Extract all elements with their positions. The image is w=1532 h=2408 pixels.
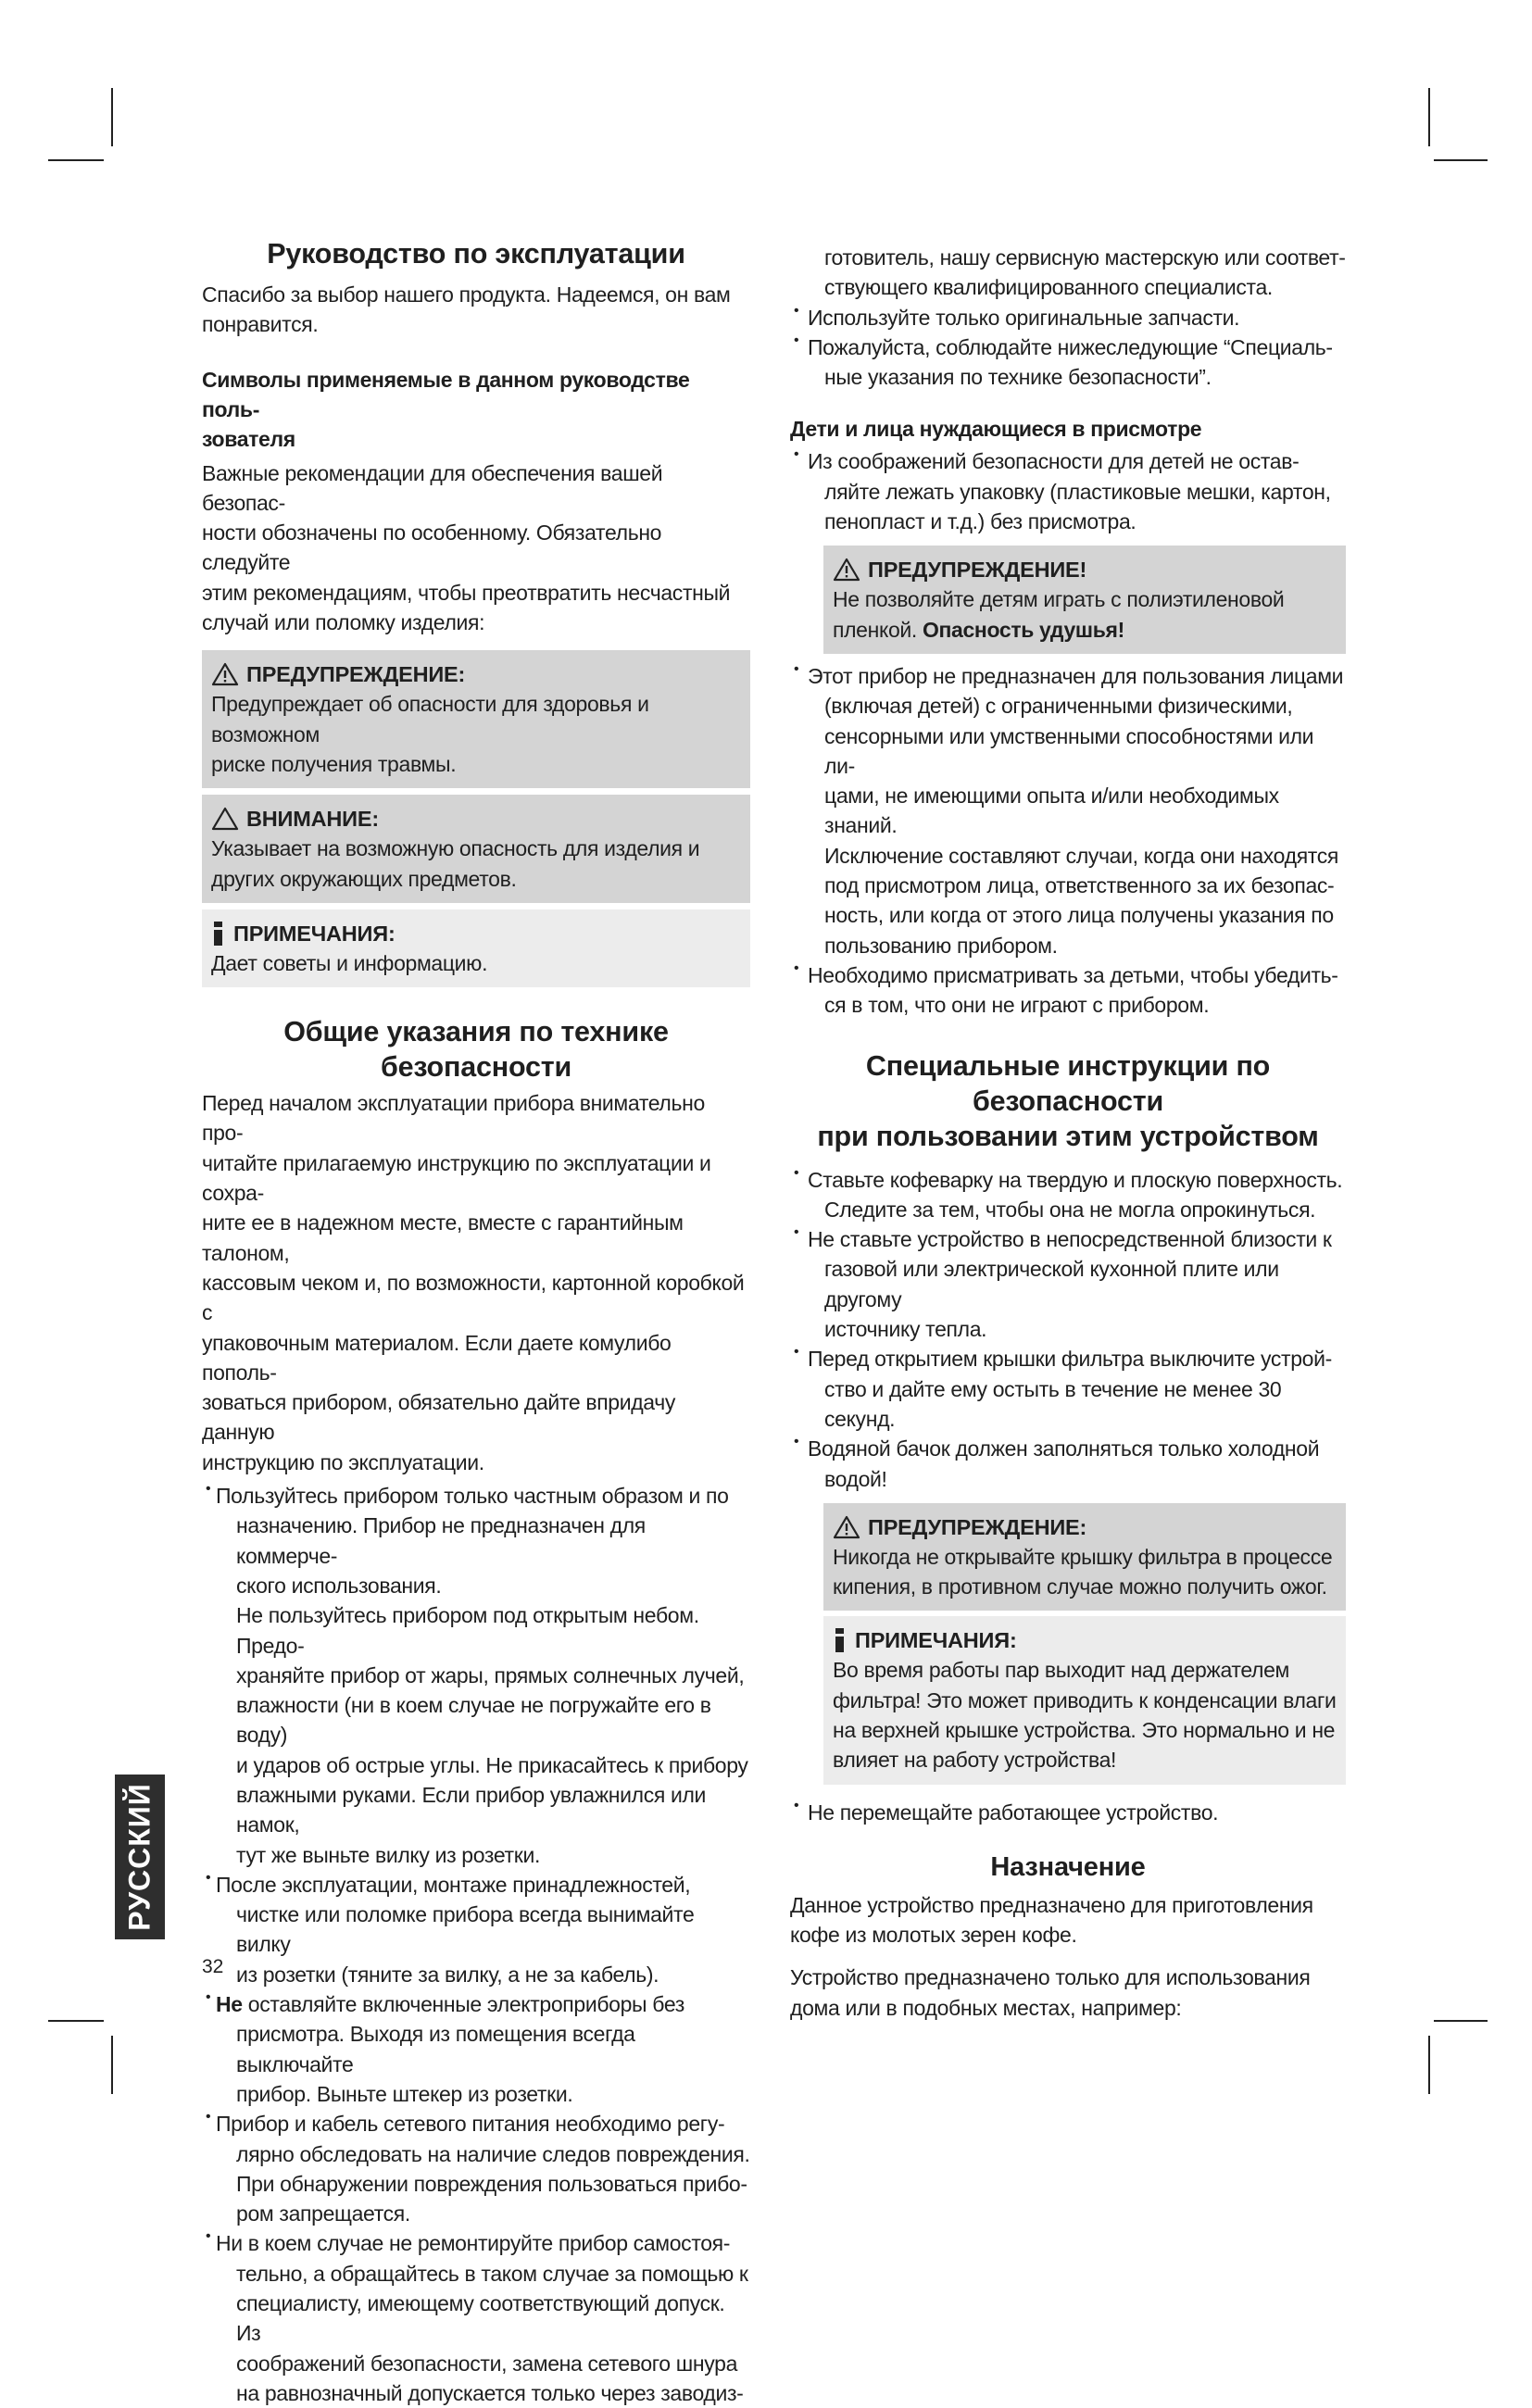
list-line	[216, 1989, 750, 2019]
list-item	[202, 1989, 750, 2109]
continued-line: ствующего квалифицированного специалиста.	[824, 275, 1273, 300]
warning-box	[202, 650, 750, 788]
right-column	[790, 243, 1346, 2023]
children-warning-line: Не позволяйте детям играть с полиэтиленовой	[833, 587, 1285, 612]
list-line: чистке или поломке прибора всегда вынимайте вилку	[236, 1902, 695, 1957]
list-line: газовой или электрической кухонной плите или другому	[824, 1257, 1279, 1311]
list-line: сенсорными или умственными способностями или ли-	[824, 723, 1314, 778]
list-line: Пользуйтесь прибором только частным образом и по	[216, 1484, 729, 1509]
children-warning-line	[833, 615, 1337, 645]
bullet-dot: •	[794, 302, 799, 319]
purpose-title: Назначение	[990, 1851, 1146, 1882]
special-note-title: ПРИМЕЧАНИЯ:	[855, 1628, 1017, 1653]
list-item	[790, 661, 1346, 960]
info-icon	[211, 921, 226, 947]
list-item	[790, 1165, 1346, 1225]
list-line: При обнаружении повреждения пользоваться прибо-	[236, 2171, 747, 2196]
list-line: ство и дайте ему остыть в течение не менее 30 секунд.	[824, 1376, 1282, 1431]
general-text: инструкцию по эксплуатации.	[202, 1449, 484, 1474]
list-line: присмотра. Выходя из помещения всегда выключайте	[236, 2022, 635, 2076]
purpose-text: кофе из молотых зерен кофе.	[790, 1923, 1077, 1948]
general-text: зоваться прибором, обязательно дайте впридачу данную	[202, 1390, 676, 1445]
crop-mark	[111, 88, 113, 146]
manual-title: Руководство по эксплуатации	[267, 238, 685, 270]
list-line: ные указания по технике безопасности”.	[824, 365, 1212, 390]
crop-mark	[111, 2036, 113, 2094]
crop-mark	[1434, 2020, 1488, 2022]
list-line: влажности (ни в коем случае не погружайте его в воду)	[236, 1693, 711, 1748]
note-box-title: ПРИМЕЧАНИЯ:	[233, 921, 396, 946]
bullet-dot: •	[794, 1797, 799, 1813]
special-note-line: влияет на работу устройства!	[833, 1748, 1117, 1773]
info-icon	[833, 1627, 848, 1653]
list-item	[790, 332, 1346, 393]
list-item	[790, 1344, 1346, 1434]
general-text: ните ее в надежном месте, вместе с гарантийным талоном,	[202, 1210, 684, 1265]
bold-ne: Не	[216, 1992, 243, 2017]
purpose-text: Устройство предназначено только для использования	[790, 1965, 1311, 1990]
list-item	[790, 446, 1346, 536]
bullet-dot: •	[794, 332, 799, 348]
left-column	[202, 236, 750, 2408]
bullet-dot: •	[794, 446, 799, 463]
list-line: Перед открытием крышки фильтра выключите устрой-	[808, 1347, 1332, 1372]
purpose-text: Данное устройство предназначено для приготовления	[790, 1892, 1313, 1917]
list-line: пенопласт и т.д.) без присмотра.	[824, 509, 1136, 534]
list-line: Исключение составляют случаи, когда они находятся	[824, 843, 1338, 868]
list-line: Не пользуйтесь прибором под открытым небом. Предо-	[236, 1603, 699, 1658]
caution-triangle-icon	[211, 807, 239, 831]
list-line: из розетки (тяните за вилку, а не за кабель).	[236, 1962, 659, 1987]
bullet-dot: •	[794, 1344, 799, 1361]
bullet-dot: •	[206, 1481, 211, 1498]
warning-triangle-icon	[833, 1515, 860, 1539]
general-text: Перед началом эксплуатации прибора внимательно про-	[202, 1091, 705, 1146]
special-warning-box	[823, 1503, 1346, 1612]
list-line: храняйте прибор от жары, прямых солнечных лучей,	[236, 1662, 745, 1687]
list-line: Ни в коем случае не ремонтируйте прибор самостоя-	[216, 2231, 731, 2256]
list-item	[790, 960, 1346, 1021]
list-item	[790, 1224, 1346, 1344]
list-line: Пожалуйста, соблюдайте нижеследующие “Специаль-	[808, 334, 1333, 359]
list-line: тельно, а обращайтесь в таком случае за помощью к	[236, 2261, 748, 2286]
caution-box-line: Указывает на возможную опасность для изделия и	[211, 836, 700, 861]
bullet-dot: •	[206, 2228, 211, 2245]
warning-box-line: Предупреждает об опасности для здоровья и возможном	[211, 692, 649, 746]
special-note-line: Во время работы пар выходит над держателем	[833, 1658, 1289, 1683]
continued-line: готовитель, нашу сервисную мастерскую или соответ-	[824, 245, 1346, 270]
list-line: прибор. Выньте штекер из розетки.	[236, 2081, 573, 2106]
general-text: кассовым чеком и, по возможности, картонной коробкой с	[202, 1270, 745, 1325]
list-line: Используйте только оригинальные запчасти.	[808, 305, 1240, 330]
intro-line: Спасибо за выбор нашего продукта. Надеемся, он вам	[202, 282, 731, 307]
crop-mark	[48, 159, 104, 161]
crop-mark	[1428, 88, 1430, 146]
crop-mark	[1428, 2036, 1430, 2094]
purpose-text: дома или в подобных местах, например:	[790, 1995, 1182, 2020]
list-line: ляйте лежать упаковку (пластиковые мешки, картон,	[824, 479, 1331, 504]
symbols-text: Важные рекомендации для обеспечения вашей безопас-	[202, 460, 663, 515]
list-line: водой!	[824, 1466, 887, 1491]
list-item	[202, 1870, 750, 1989]
bullet-dot: •	[794, 959, 799, 976]
list-line: цами, не имеющими опыта и/или необходимых знаний.	[824, 784, 1279, 838]
special-note-box	[823, 1616, 1346, 1784]
list-line: (включая детей) с ограниченными физическими,	[824, 694, 1293, 719]
list-line: влажными руками. Если прибор увлажнился или намок,	[236, 1782, 707, 1837]
list-line: тут же выньте вилку из розетки.	[236, 1842, 540, 1867]
list-line: под присмотром лица, ответственного за их безопас-	[824, 873, 1335, 898]
list-line: ского использования.	[236, 1573, 442, 1598]
list-line: Ставьте кофеварку на твердую и плоскую поверхность.	[808, 1167, 1343, 1192]
symbols-heading: зователя	[202, 426, 295, 451]
list-line: на равнозначный допускается только через заводиз-	[236, 2380, 744, 2405]
symbols-text: этим рекомендациям, чтобы преотвратить несчастный	[202, 580, 731, 605]
list-line: и ударов об острые углы. Не прикасайтесь к прибору	[236, 1752, 748, 1777]
list-line: Водяной бачок должен заполняться только холодной	[808, 1436, 1320, 1461]
intro-line: понравится.	[202, 312, 319, 337]
note-box	[202, 909, 750, 987]
bullet-dot: •	[206, 2109, 211, 2126]
list-line: Из соображений безопасности для детей не остав-	[808, 449, 1300, 474]
list-item	[790, 1434, 1346, 1494]
warning-box-line: риске получения травмы.	[211, 751, 457, 776]
language-tab-label: РУССКИЙ	[122, 1783, 157, 1931]
bullet-dot: •	[794, 1224, 799, 1241]
list-line: Не перемещайте работающее устройство.	[808, 1800, 1219, 1825]
general-text: упаковочным материалом. Если даете комулибо пополь-	[202, 1330, 672, 1385]
list-item	[202, 1481, 750, 1870]
list-line: Не ставьте устройство в непосредственной близости к	[808, 1227, 1332, 1252]
note-box-line: Дает советы и информацию.	[211, 950, 488, 975]
bullet-dot: •	[794, 660, 799, 677]
list-line: Этот прибор не предназначен для пользования лицами	[808, 663, 1344, 688]
list-line: Следите за тем, чтобы она не могла опрокинуться.	[824, 1197, 1316, 1222]
list-line-text: оставляйте включенные электроприборы без	[247, 1992, 684, 2017]
list-line: После эксплуатации, монтаже принадлежностей,	[216, 1872, 691, 1897]
warning-triangle-icon	[211, 662, 239, 686]
special-note-line: фильтра! Это может приводить к конденсации влаги	[833, 1687, 1337, 1712]
list-line: пользованию прибором.	[824, 933, 1058, 958]
bullet-dot: •	[206, 1869, 211, 1886]
list-item	[790, 303, 1346, 332]
special-warning-line: кипения, в противном случае можно получить ожог.	[833, 1574, 1327, 1599]
bullet-dot: •	[794, 1434, 799, 1450]
list-line: ность, или когда от этого лица получены указания по	[824, 903, 1334, 928]
list-item	[202, 2228, 750, 2408]
bullet-dot: •	[794, 1164, 799, 1181]
list-line: соображений безопасности, замена сетевого шнура	[236, 2351, 738, 2376]
caution-box	[202, 795, 750, 903]
language-tab	[115, 1775, 165, 1939]
special-warning-title: ПРЕДУПРЕЖДЕНИЕ:	[868, 1514, 1087, 1539]
caution-box-title: ВНИМАНИЕ:	[246, 807, 379, 832]
general-safety-title: Общие указания по технике безопасности	[283, 1016, 669, 1084]
special-note-line: на верхней крышке устройства. Это нормально и не	[833, 1717, 1336, 1742]
list-line: ся в том, что они не играют с прибором.	[824, 993, 1210, 1018]
children-warning-box	[823, 546, 1346, 654]
suffocation-danger: Опасность удушья!	[922, 617, 1124, 642]
symbols-heading: Символы применяемые в данном руководстве поль-	[202, 367, 690, 421]
list-line: ром запрещается.	[236, 2201, 410, 2226]
list-line: специалисту, имеющему соответствующий допуск. Из	[236, 2291, 725, 2346]
caution-box-line: других окружающих предметов.	[211, 866, 517, 891]
general-text: читайте прилагаемую инструкцию по эксплуатации и сохра-	[202, 1150, 711, 1206]
special-warning-line: Никогда не открывайте крышку фильтра в процессе	[833, 1544, 1333, 1569]
list-line: Необходимо присматривать за детьми, чтобы убедить-	[808, 962, 1338, 987]
symbols-text: ности обозначены по особенному. Обязательно следуйте	[202, 520, 662, 575]
list-line: лярно обследовать на наличие следов повреждения.	[236, 2141, 750, 2166]
bullet-dot: •	[206, 1989, 211, 2006]
page-number: 32	[202, 1956, 224, 1977]
crop-mark	[1434, 159, 1488, 161]
warning-box-title: ПРЕДУПРЕЖДЕНИЕ:	[246, 662, 466, 687]
crop-mark	[48, 2020, 104, 2022]
children-warning-title: ПРЕДУПРЕЖДЕНИЕ!	[868, 558, 1087, 583]
children-warning-text: пленкой.	[833, 617, 923, 642]
children-heading: Дети и лица нуждающиеся в присмотре	[790, 417, 1202, 442]
list-item	[202, 2109, 750, 2228]
list-item	[790, 1798, 1346, 1827]
list-line: источнику тепла.	[824, 1317, 987, 1342]
list-line: назначению. Прибор не предназначен для коммерче-	[236, 1513, 646, 1568]
special-title: при пользовании этим устройством	[817, 1120, 1319, 1152]
warning-triangle-icon	[833, 558, 860, 582]
symbols-text: случай или поломку изделия:	[202, 610, 485, 635]
special-title: Специальные инструкции по безопасности	[865, 1049, 1271, 1117]
list-line: Прибор и кабель сетевого питания необходимо регу-	[216, 2112, 725, 2137]
